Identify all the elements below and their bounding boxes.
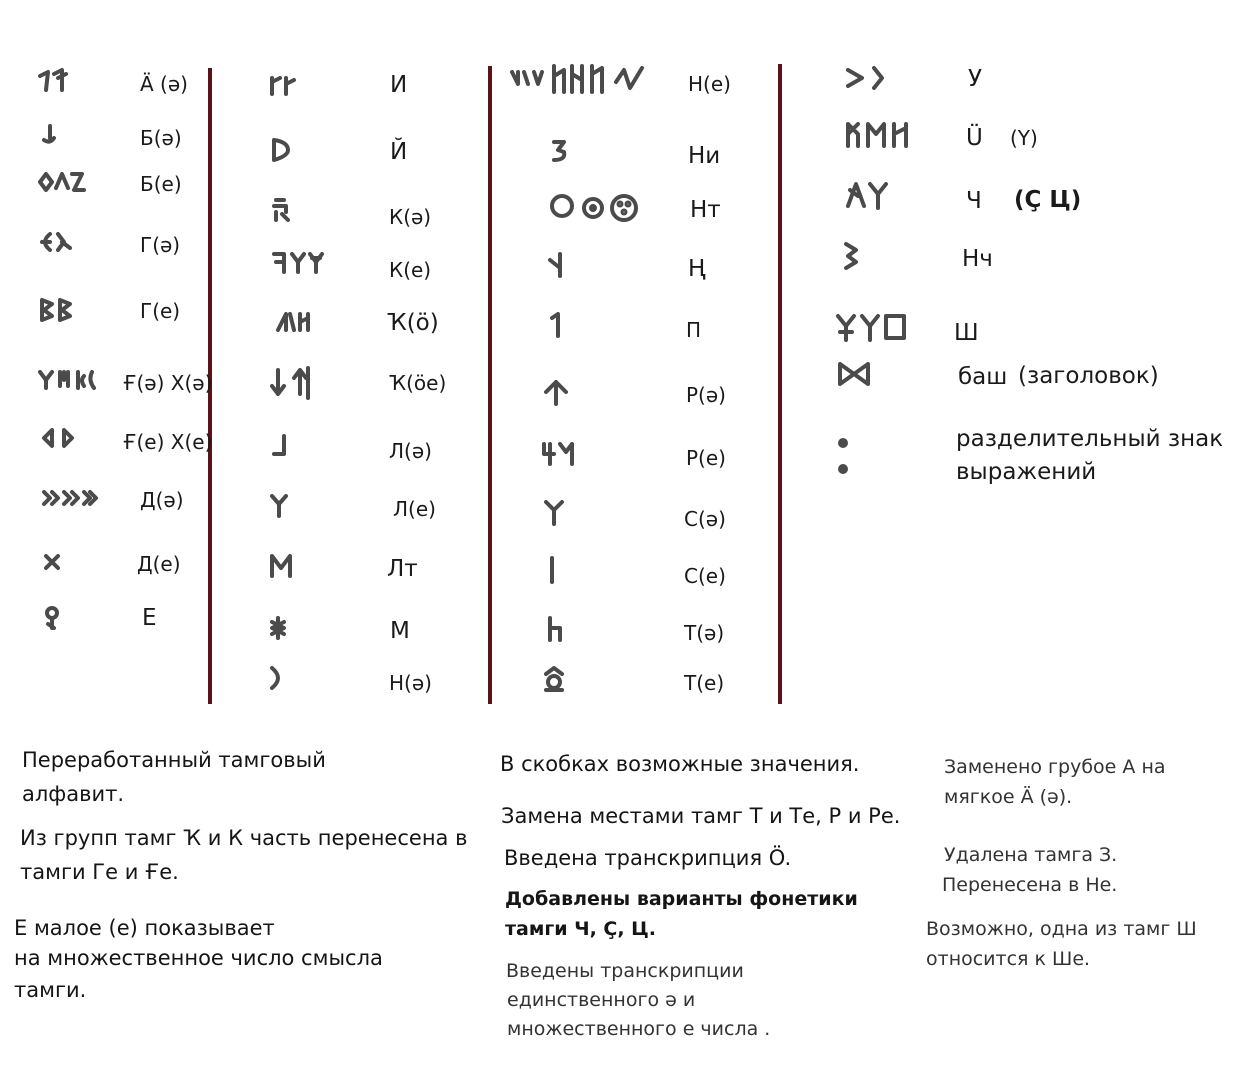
tamga-glyph-n: [266, 664, 288, 692]
tamga-glyph-qoe: [268, 364, 314, 400]
note-line: единственного ə и: [507, 989, 696, 1011]
note-line: В скобках возможные значения.: [500, 752, 860, 776]
tamga-label: Ü: [966, 125, 983, 151]
tamga-label: К(е): [389, 258, 432, 282]
tamga-glyph-ch: [844, 178, 892, 212]
tamga-glyph-gh: [36, 366, 104, 394]
tamga-label: Ғ(ə) Х(ə): [123, 371, 213, 395]
tamga-glyph-r: [542, 376, 570, 408]
tamga-glyph-m: [268, 614, 290, 642]
note-line: Заменено грубое А на: [944, 756, 1166, 778]
tamga-label: Нч: [962, 246, 993, 272]
tamga-label: Б(ə): [140, 126, 182, 150]
tamga-glyph-le: [268, 492, 290, 520]
note-line: мягкое Ä (ə).: [944, 786, 1073, 808]
tamga-label: Лт: [387, 556, 418, 582]
separator-dot: [838, 438, 848, 448]
tamga-glyph-se: [544, 554, 560, 586]
tamga-label: Й: [390, 139, 408, 165]
tamga-label: Т(ə): [684, 621, 725, 645]
tamga-glyph-y: [270, 136, 292, 164]
tamga-label: Ң: [688, 256, 706, 282]
note-line: Е малое (е) показывает: [14, 916, 275, 940]
tamga-label: Ч: [966, 188, 982, 214]
tamga-label: Ғ(е) Х(е): [123, 430, 213, 454]
tamga-glyph-re: [540, 438, 580, 468]
note-line: Введены транскрипции: [506, 960, 744, 982]
note-line: Из групп тамг Ҡ и К часть перенесена в: [20, 826, 468, 850]
tamga-label: Р(ə): [686, 383, 726, 407]
tamga-label: Г(е): [140, 299, 181, 323]
tamga-glyph-u: [844, 64, 892, 94]
tamga-glyph-ng: [546, 250, 568, 280]
tamga-glyph-e: [42, 604, 62, 632]
tamga-glyph-sh: [834, 310, 910, 344]
note-line: тамги Ге и Ғе.: [20, 860, 179, 884]
tamga-label: И: [390, 72, 408, 98]
tamga-label: Р(е): [686, 446, 726, 470]
note-line: алфавит.: [22, 782, 125, 806]
column-divider-2: [488, 66, 492, 704]
tamga-glyph-i: [268, 72, 298, 98]
tamga-label: Н(ə): [389, 671, 432, 695]
tamga-alt-label: (Y): [1010, 126, 1038, 150]
tamga-label: баш: [958, 364, 1008, 390]
tamga-label: Б(е): [140, 172, 182, 196]
tamga-glyph-te: [540, 664, 568, 694]
note-line: тамги Ч, Ç, Ц.: [505, 918, 657, 940]
tamga-glyph-p: [546, 310, 568, 340]
tamga-glyph-qo: [274, 308, 320, 336]
tamga-label: Ä (ə): [140, 72, 188, 96]
tamga-glyph-bash: [836, 360, 872, 388]
tamga-glyph-nch: [842, 240, 862, 270]
tamga-glyph-de: [42, 552, 62, 572]
tamga-label: Н(е): [688, 72, 731, 96]
tamga-glyph-g: [38, 230, 72, 254]
tamga-glyph-s: [542, 496, 568, 528]
tamga-label: Л(е): [393, 497, 436, 521]
tamga-label: Ни: [688, 143, 721, 169]
tamga-glyph-ke: [270, 248, 334, 278]
tamga-label: разделительный знак: [956, 426, 1224, 452]
note-line: Добавлены варианты фонетики: [505, 888, 858, 910]
tamga-glyph-be: [38, 170, 90, 194]
tamga-glyph-ne: [508, 58, 664, 102]
tamga-label: Г(ə): [140, 233, 181, 257]
tamga-glyph-t: [544, 614, 566, 644]
note-line: Удалена тамга З.: [944, 844, 1118, 866]
tamga-glyph-ni: [548, 136, 570, 166]
tamga-glyph-ghe: [40, 426, 78, 450]
separator-dot: [838, 464, 848, 474]
tamga-alt-label: (заголовок): [1018, 363, 1159, 389]
note-line: Замена местами тамг Т и Те, Р и Ре.: [501, 804, 901, 828]
tamga-label: С(е): [684, 564, 726, 588]
tamga-glyph-nt: [548, 192, 640, 224]
tamga-glyph-lt: [268, 552, 294, 580]
note-line: множественного е числа .: [507, 1018, 771, 1040]
tamga-glyph-ue: [844, 118, 914, 152]
tamga-label: Ш: [954, 320, 979, 346]
note-line: на множественное число смысла: [14, 946, 383, 970]
tamga-glyph-b: [40, 122, 60, 146]
tamga-glyph-ge: [38, 296, 76, 324]
tamga-label: М: [390, 618, 410, 644]
tamga-label: Нт: [690, 197, 721, 223]
tamga-label-line2: выражений: [956, 459, 1097, 485]
tamga-glyph-k: [270, 196, 292, 224]
note-line: Переработанный тамговый: [22, 748, 326, 772]
tamga-label: Е: [142, 605, 157, 631]
tamga-label: У: [968, 66, 983, 92]
note-line: относится к Ше.: [926, 948, 1091, 970]
tamga-glyph-a: [36, 66, 72, 96]
tamga-label: С(ə): [684, 507, 726, 531]
tamga-label: Ҡ(ö): [387, 310, 439, 336]
tamga-glyph-l: [270, 432, 292, 460]
tamga-label: К(ə): [389, 205, 432, 229]
note-line: Возможно, одна из тамг Ш: [926, 918, 1197, 940]
tamga-label: Ҡ(öе): [389, 371, 447, 395]
column-divider-3: [778, 64, 782, 704]
note-line: Перенесена в Не.: [942, 874, 1118, 896]
note-line: Введена транскрипция Ö.: [504, 846, 792, 870]
tamga-label: Д(ə): [140, 488, 184, 512]
tamga-glyph-d: [40, 486, 98, 512]
tamga-label: Т(е): [684, 671, 725, 695]
note-line: тамги.: [14, 978, 87, 1002]
tamga-label: Л(ə): [389, 439, 432, 463]
tamga-label: Д(е): [137, 552, 181, 576]
tamga-label: П: [686, 318, 702, 342]
tamga-alt-label: (Ç Ц): [1014, 187, 1082, 213]
